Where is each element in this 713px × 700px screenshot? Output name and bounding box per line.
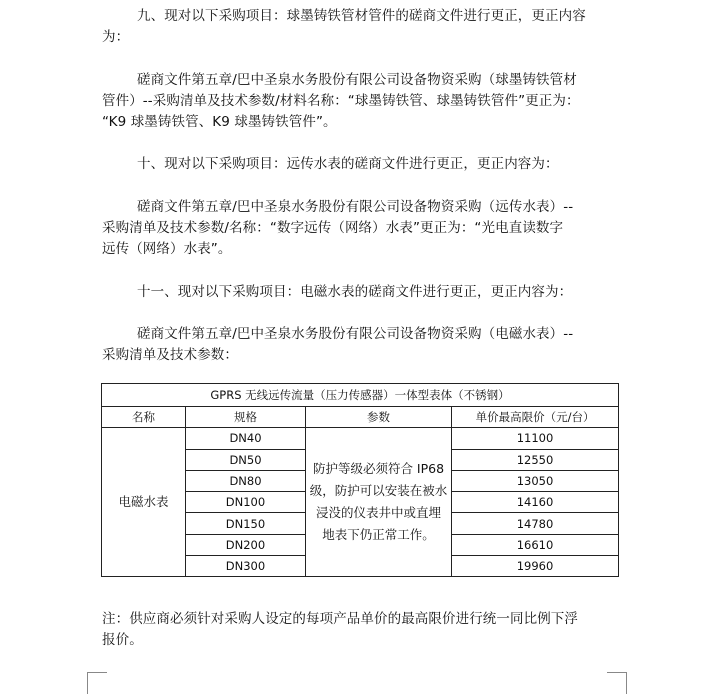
paragraph-9-line-2: 为： xyxy=(102,29,130,45)
params-line: 级，防护可以安装在被水 xyxy=(309,483,448,499)
price-cell: 11100 xyxy=(452,428,619,449)
spec-cell: DN200 xyxy=(186,534,306,555)
params-cell xyxy=(306,428,452,577)
paragraph-11b-line-1: 磋商文件第五章/巴中圣泉水务股份有限公司设备物资采购（电磁水表）-- xyxy=(137,326,574,342)
spec-cell: DN80 xyxy=(186,470,306,491)
header-price: 单价最高限价（元/台） xyxy=(452,407,619,428)
spec-cell: DN50 xyxy=(186,449,306,470)
price-cell: 16610 xyxy=(452,534,619,555)
crop-mark-right-horizontal xyxy=(607,672,627,673)
paragraph-9b-line-1: 磋商文件第五章/巴中圣泉水务股份有限公司设备物资采购（球墨铸铁管材 xyxy=(137,72,577,88)
price-cell: 14160 xyxy=(452,492,619,513)
paragraph-10-line-1: 十、现对以下采购项目：远传水表的磋商文件进行更正，更正内容为： xyxy=(137,156,559,172)
paragraph-9b-line-2: 管件）--采购清单及技术参数/材料名称：“球墨铸铁管、球墨铸铁管件”更正为： xyxy=(102,93,580,109)
spec-cell: DN100 xyxy=(186,492,306,513)
price-cell: 14780 xyxy=(452,513,619,534)
table-row xyxy=(102,428,619,449)
table-caption: GPRS 无线远传流量（压力传感器）一体型表体（不锈钢） xyxy=(102,384,619,407)
note-line-1: 注：供应商必须针对采购人设定的每项产品单价的最高限价进行统一同比例下浮 xyxy=(102,611,578,627)
note-line-2: 报价。 xyxy=(102,632,143,648)
header-spec: 规格 xyxy=(186,407,306,428)
paragraph-10b-line-3: 远传（网络）水表”。 xyxy=(102,241,232,257)
spec-cell: DN40 xyxy=(186,428,306,449)
paragraph-10b-line-2: 采购清单及技术参数/名称：“数字远传（网络）水表”更正为：“光电直读数字 xyxy=(102,220,564,236)
price-cell: 19960 xyxy=(452,556,619,577)
header-name: 名称 xyxy=(102,407,186,428)
crop-mark-left-vertical xyxy=(87,672,88,694)
spec-table xyxy=(101,383,619,577)
spec-cell: DN150 xyxy=(186,513,306,534)
crop-mark-right-vertical xyxy=(626,672,627,694)
params-line: 防护等级必须符合 IP68 xyxy=(312,461,445,477)
paragraph-11-line-1: 十一、现对以下采购项目：电磁水表的磋商文件进行更正，更正内容为： xyxy=(137,284,573,300)
header-params: 参数 xyxy=(306,407,452,428)
price-cell: 13050 xyxy=(452,470,619,491)
price-cell: 12550 xyxy=(452,449,619,470)
product-name: 电磁水表 xyxy=(102,428,186,577)
crop-mark-left-horizontal xyxy=(87,672,107,673)
paragraph-11b-line-2: 采购清单及技术参数： xyxy=(102,347,238,363)
params-line: 地表下仍正常工作。 xyxy=(322,527,435,543)
paragraph-10b-line-1: 磋商文件第五章/巴中圣泉水务股份有限公司设备物资采购（远传水表）-- xyxy=(137,199,574,215)
spec-cell: DN300 xyxy=(186,556,306,577)
paragraph-9b-line-3: “K9 球墨铸铁管、K9 球墨铸铁管件”。 xyxy=(102,114,337,130)
paragraph-9-line-1: 九、现对以下采购项目：球墨铸铁管材管件的磋商文件进行更正，更正内容 xyxy=(137,8,586,24)
params-line: 浸没的仪表井中或直埋 xyxy=(315,505,441,521)
